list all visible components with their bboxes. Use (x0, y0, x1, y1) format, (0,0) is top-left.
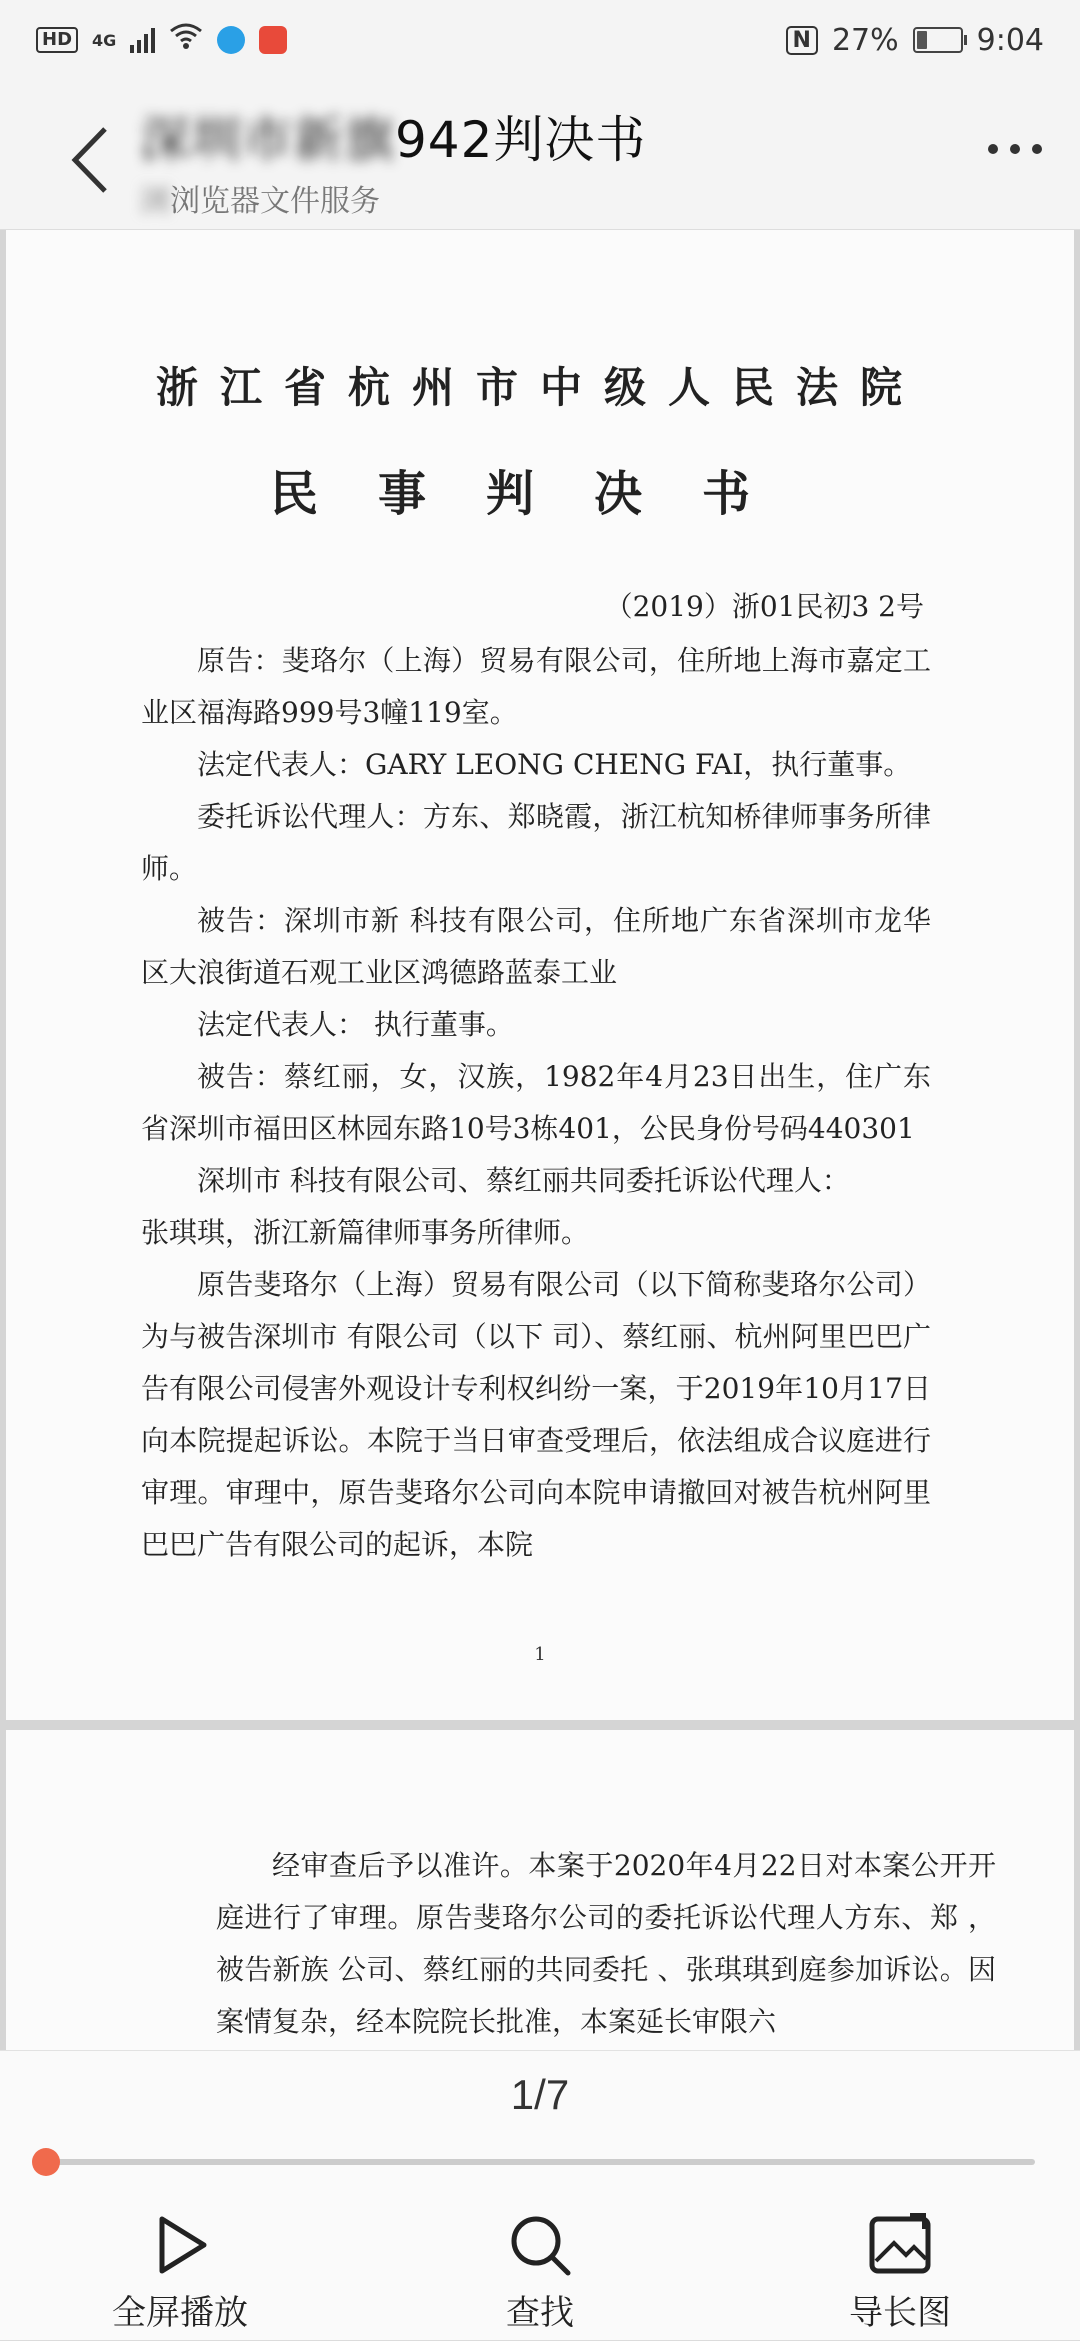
network-type: 4G (92, 30, 117, 50)
document-title: 深圳市新旗942判决书 (140, 111, 647, 169)
nfc-icon: N (786, 26, 818, 55)
paragraph: 原告：斐珞尔（上海）贸易有限公司，住所地上海市嘉定工业区福海路999号3幢119室。 (141, 644, 931, 729)
paragraph: 法定代表人：GARY LEONG CHENG FAI，执行董事。 (197, 748, 912, 781)
paragraph: 被告：深圳市新 科技有限公司，住所地广东省深圳市龙华区大浪街道石观工业区鸿德路蓝泰工业 (141, 904, 931, 989)
find-button[interactable] (420, 2211, 660, 2341)
back-arrow-icon (67, 125, 113, 195)
document-type: 民事判决书 (269, 466, 810, 522)
toolbar (0, 2211, 1080, 2341)
status-bar (0, 0, 1080, 80)
map-notification-icon (259, 26, 287, 54)
document-page (6, 1730, 1074, 2050)
paragraph: 张琪琪，浙江新篇律师事务所律师。 (141, 1216, 590, 1249)
fullscreen-play-button[interactable] (60, 2211, 300, 2341)
battery-percent: 27% (831, 22, 899, 58)
page-number: 1 (534, 1644, 546, 1665)
paragraph: 被告：蔡红丽，女，汉族，1982年4月23日出生，住广东省深圳市福田区林园东路10号3栋401，公民身份号码440301 (141, 1060, 931, 1145)
fullscreen-play-label: 全屏播放 (112, 2293, 248, 2333)
page-slider[interactable] (45, 2159, 1035, 2165)
document-page (6, 230, 1074, 1720)
case-number: （2019）浙01民初3 2号 (604, 590, 924, 623)
paragraph: 委托诉讼代理人：方东、郑晓霞，浙江杭知桥律师事务所律师。 (141, 800, 931, 885)
more-options-button[interactable] (988, 144, 1042, 154)
document-subtitle: 浏浏览器文件服务 (140, 184, 380, 219)
document-viewer[interactable] (0, 230, 1080, 2050)
export-long-image-label: 导长图 (849, 2293, 951, 2333)
court-name: 浙江省杭州市中级人民法院 (155, 363, 924, 412)
paragraph: 深圳市 科技有限公司、蔡红丽共同委托诉讼代理人： (197, 1164, 850, 1197)
app-notification-icon (217, 26, 245, 54)
page-slider-handle[interactable] (32, 2148, 60, 2176)
back-button[interactable] (60, 120, 120, 200)
bottom-control-panel (0, 2050, 1080, 2340)
wifi-icon (169, 22, 203, 58)
document-body (216, 1840, 996, 2048)
page-indicator: 1/7 (510, 2071, 570, 2118)
paragraph: 原告斐珞尔（上海）贸易有限公司（以下简称斐珞尔公司）为与被告深圳市 有限公司（以下 司）、蔡红丽、杭州阿里巴巴广告有限公司侵害外观设计专利权纠纷一案，于2019年10月17日向本院提起诉讼。本院于当日审查受理后，依法组成合议庭进行审理。审理中，原告斐珞尔公司向本院申请撤回对被告杭州阿里巴巴广告有限公司的起诉，本院 (141, 1268, 931, 1561)
search-icon (506, 2211, 574, 2279)
export-long-image-button[interactable] (780, 2211, 1020, 2341)
find-label: 查找 (506, 2293, 574, 2333)
paragraph: 法定代表人： 执行董事。 (197, 1008, 514, 1041)
app-header (0, 80, 1080, 230)
signal-icon (130, 27, 155, 53)
hd-badge: HD (36, 27, 78, 53)
long-image-icon (866, 2211, 934, 2279)
battery-icon (913, 27, 963, 53)
play-icon (146, 2211, 214, 2279)
clock: 9:04 (976, 22, 1044, 58)
paragraph: 经审查后予以准许。本案于2020年4月22日对本案公开开庭进行了审理。原告斐珞尔公司的委托诉讼代理人方东、郑 ，被告新族 公司、蔡红丽的共同委托 、张琪琪到庭参加诉讼。因案情复杂，经本院院长批准，本案延长审限六 (216, 1849, 996, 2038)
document-body (141, 635, 931, 1571)
